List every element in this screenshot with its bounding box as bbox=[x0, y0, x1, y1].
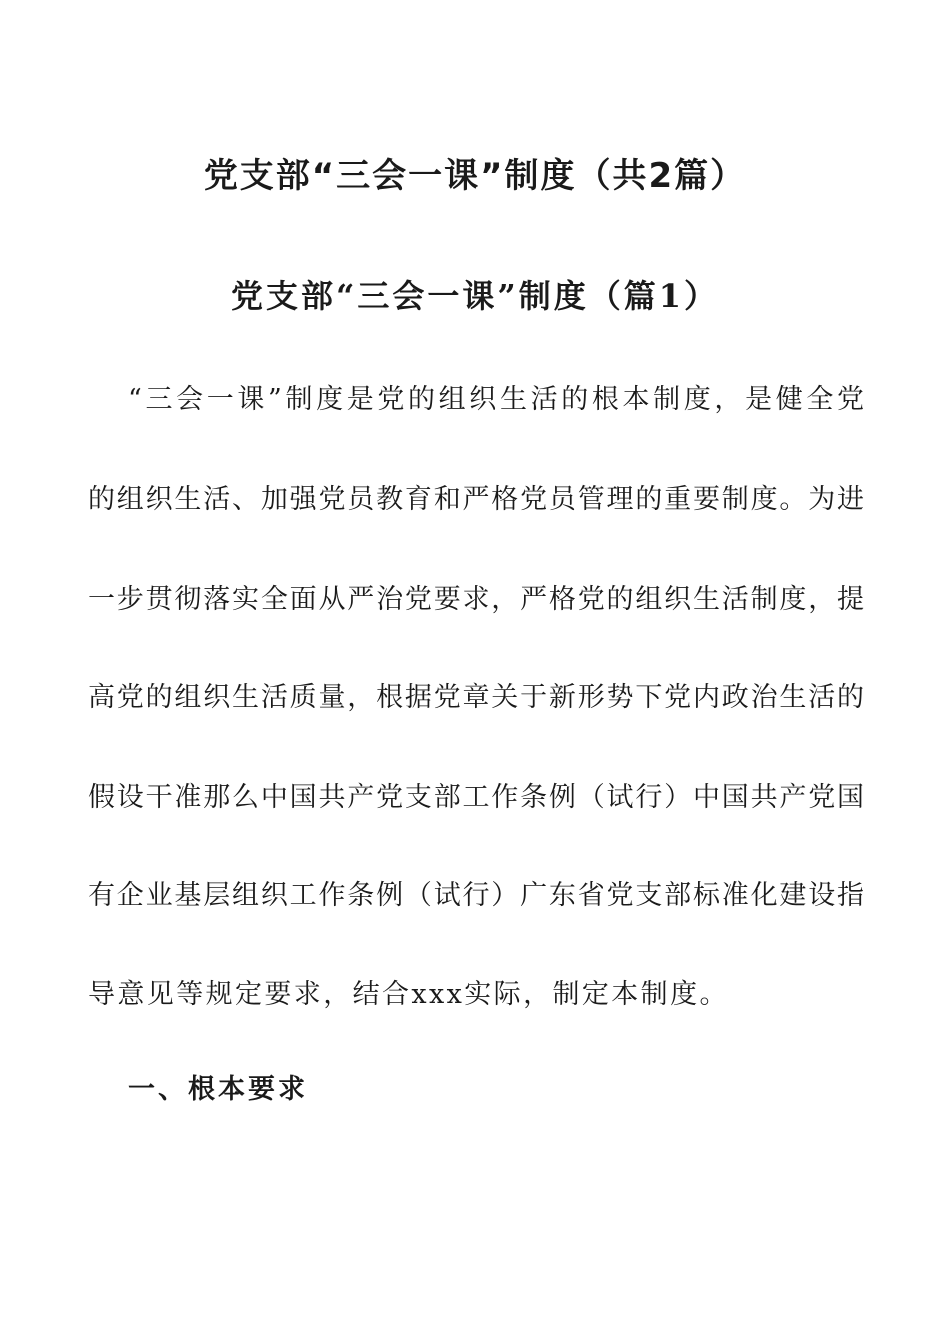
paragraph-line: 高党的组织生活质量，根据党章关于新形势下党内政治生活的 bbox=[88, 682, 864, 713]
paragraph-line: 一步贯彻落实全面从严治党要求，严格党的组织生活制度，提 bbox=[88, 584, 864, 615]
document-title: 党支部“三会一课”制度（共2篇） bbox=[203, 156, 747, 196]
section-heading: 一、根本要求 bbox=[128, 1074, 308, 1105]
paragraph-line: “三会一课”制度是党的组织生活的根本制度，是健全党 bbox=[128, 384, 864, 415]
document-subtitle: 党支部“三会一课”制度（篇1） bbox=[230, 277, 720, 315]
paragraph-line: 有企业基层组织工作条例（试行）广东省党支部标准化建设指 bbox=[88, 880, 864, 911]
paragraph-line: 导意见等规定要求，结合xxx实际，制定本制度。 bbox=[88, 979, 729, 1010]
paragraph-line: 假设干准那么中国共产党支部工作条例（试行）中国共产党国 bbox=[88, 782, 864, 813]
paragraph-line: 的组织生活、加强党员教育和严格党员管理的重要制度。为进 bbox=[88, 484, 864, 515]
